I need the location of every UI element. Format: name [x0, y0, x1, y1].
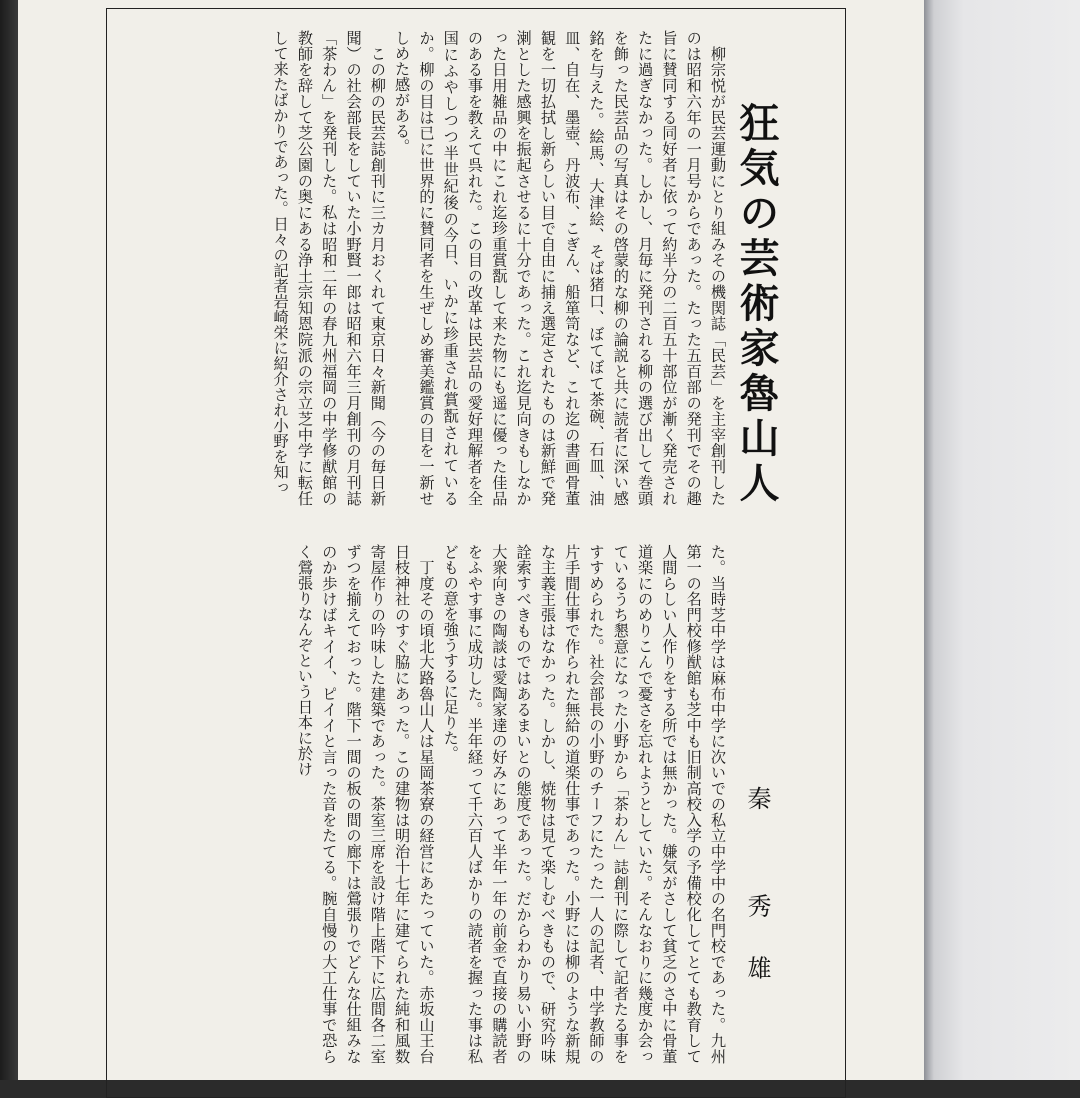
facing-page-edge [924, 0, 1080, 1080]
body-text-upper: 柳宗悦が民芸運動にとり組みその機関誌「民芸」を主宰創刊したのは昭和六年の一月号からであった。たった五百部の発刊でその趣旨に賛同する同好者に依って約半分の二百五十部位が漸く発売されたに過ぎなかった。しかし、月毎に発刊される柳の選び出して巻頭を飾った民芸品の写真はその啓蒙的な柳の論説と共に読者に深い感銘を与えた。絵馬、大津絵、そば猪口、ぼてぼて茶碗、石皿、油皿、自在、墨壺、丹波布、こぎん、船箪笥など、これ迄の書画骨董観を一切払拭し新らしい目で自由に捕え選定されたものは新鮮で発溂とした感興を振起させるに十分であった。これ迄見向きもしなかった日用雑品の中にこれ迄珍重賞翫して来た物にも遥に優った佳品のある事を教えて呉れた。この目の改革は民芸品の愛好理解者を全国にふやしつつ半世紀後の今日、いかに珍重され賞翫されているか。柳の目は已に世界的に賛同者を生ぜしめ審美鑑賞の目を一新せしめた感がある。 この柳の民芸誌創刊に三カ月おくれて東京日々新聞（今の毎日新聞）の社会部長をしていた小野賢一郎は昭和六年三月創刊の月刊誌「茶わん」を発刊した。私は昭和二年の春九州福岡の中学修猷館の教師を辞して芝公園の奥にある浄土宗知恩院派の宗立芝中学に転任して来たばかりであった。日々の記者岩崎栄に紹介され小野を知っ [271, 30, 727, 506]
body-text-lower: た。当時芝中学は麻布中学に次いでの私立中学中の名門校であった。九州第一の名門校修猷館も芝中も旧制高校入学の予備校化してとても教育して人間らしい人作りをする所では無かった。嫌気がさして貧乏のさ中に骨董道楽にのめりこんで憂さを忘れようとしていた。そんなおりに幾度か会っているうち懇意になった小野から「茶わん」誌創刊に際して記者たる事をすすめられた。社会部長の小野のチーフにたった一人の記者、中学教師の片手間仕事で作られた無給の道楽仕事であった。小野には柳のような新規な主義主張はなかった。しかし、焼物は見て楽しむべきもので、研究吟味詮索すべきものではあるまいとの態度であった。だからわかり易い小野の大衆向きの陶談は愛陶家達の好みにあって半年一年の前金で直接の購読者をふやす事に成功した。半年経って千六百人ばかりの読者を握った事は私どもの意を強うするに足りた。 丁度その頃北大路魯山人は星岡茶寮の経営にあたっていた。赤坂山王台日枝神社のすぐ脇にあった。この建物は明治十七年に建てられた純和風数寄屋作りの吟味した建築であった。茶室三席を設け階上階下に広間各二室ずつを揃えておった。階下一間の板の間の廊下は鶯張りでどんな仕組みなのか歩けばキイイ、ピイイと言った音をたてる。腕自慢の大工仕事で恐らく鶯張りなんぞという日本に於け [295, 544, 727, 1064]
book-binding-edge [0, 0, 18, 1080]
article-author: 秦 秀雄 [743, 786, 771, 1018]
article-title: 狂気の芸術家魯山人 [733, 102, 780, 507]
